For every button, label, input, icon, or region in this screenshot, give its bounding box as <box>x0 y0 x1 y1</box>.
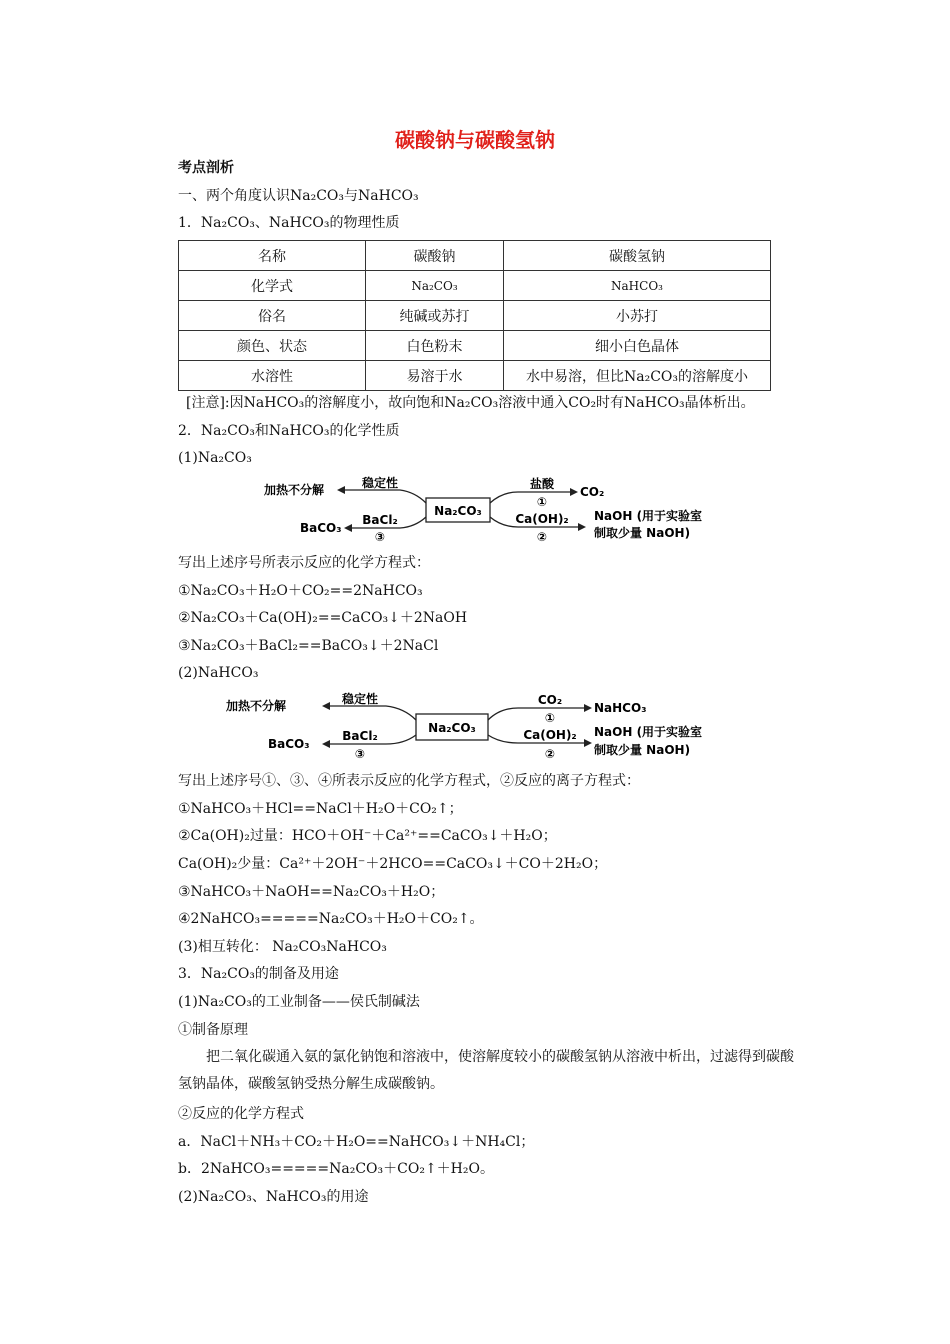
right-bottom-label: Ca(OH)₂ <box>515 512 569 526</box>
right-top-number: ① <box>536 495 548 509</box>
equation: ③NaHCO₃＋NaOH==Na₂CO₃＋H₂O； <box>178 884 445 900</box>
right-top-result: NaHCO₃ <box>594 701 647 715</box>
center-label: Na₂CO₃ <box>434 504 482 518</box>
table-header-cell: 碳酸氢钠 <box>504 241 771 271</box>
reaction-heading: ②反应的化学方程式 <box>178 1106 304 1122</box>
arrow-right-top <box>490 492 570 503</box>
reaction-a: a．NaCl＋NH₃＋CO₂＋H₂O==NaHCO₃↓＋NH₄Cl； <box>178 1134 535 1150</box>
principle-paragraph <box>178 1044 806 1098</box>
left-bottom-result: BaCO₃ <box>300 521 342 535</box>
page-title: 碳酸钠与碳酸氢钠 <box>395 128 555 152</box>
principle-text: 把二氧化碳通入氨的氯化钠饱和溶液中，使溶解度较小的碳酸氢钠从溶液中析出，过滤得到碳酸氢钠晶体，碳酸氢钠受热分解生成碳酸钠。 <box>178 1049 794 1092</box>
arrow-left-top <box>345 490 426 503</box>
table-cell: 细小白色晶体 <box>504 331 771 361</box>
arrowhead <box>344 524 352 532</box>
note-text: [注意]:因NaHCO₃的溶解度小，故向饱和Na₂CO₃溶液中通入CO₂时有NaHCO₃晶体析出。 <box>186 395 755 411</box>
right-bottom-number: ② <box>544 747 556 761</box>
right-bottom-result-line2: 制取少量 NaOH) <box>594 526 691 540</box>
table-cell: 白色粉末 <box>366 331 504 361</box>
left-bottom-number: ③ <box>374 530 386 544</box>
equation: ②Ca(OH)₂过量：HCO＋OH⁻＋Ca²⁺==CaCO₃↓＋H₂O； <box>178 828 557 844</box>
physical-properties-heading: 1．Na₂CO₃、NaHCO₃的物理性质 <box>178 215 400 231</box>
table-cell: 水中易溶，但比Na₂CO₃的溶解度小 <box>504 361 771 391</box>
arrowhead <box>584 704 592 712</box>
right-top-result: CO₂ <box>580 485 605 499</box>
arrowhead <box>322 702 330 710</box>
right-bottom-label: Ca(OH)₂ <box>523 728 577 742</box>
section-heading: 考点剖析 <box>178 160 234 176</box>
arrowhead <box>570 488 578 496</box>
table-cell: 俗名 <box>179 301 366 331</box>
table-cell: 化学式 <box>179 271 366 301</box>
table-cell: 水溶性 <box>179 361 366 391</box>
reaction-b: b．2NaHCO₃=====Na₂CO₃＋CO₂↑＋H₂O。 <box>178 1161 494 1177</box>
equation: ②Na₂CO₃＋Ca(OH)₂==CaCO₃↓＋2NaOH <box>178 610 468 626</box>
center-label: Na₂CO₃ <box>428 721 476 735</box>
table-row <box>179 361 771 391</box>
arrowhead <box>322 740 330 748</box>
question-2: 写出上述序号①、③、④所表示反应的化学方程式，②反应的离子方程式： <box>178 773 640 789</box>
subheading-nahco3: (2)NaHCO₃ <box>178 665 259 681</box>
left-top-label: 稳定性 <box>361 476 399 490</box>
right-top-label: 盐酸 <box>529 477 555 491</box>
uses-heading: (2)Na₂CO₃、NaHCO₃的用途 <box>178 1189 369 1205</box>
table-cell: 小苏打 <box>504 301 771 331</box>
left-bottom-label: BaCl₂ <box>342 729 378 743</box>
table-cell: 颜色、状态 <box>179 331 366 361</box>
left-top-result: 加热不分解 <box>264 483 325 497</box>
table-cell: 易溶于水 <box>366 361 504 391</box>
properties-table <box>178 240 771 391</box>
preparation-heading: 3．Na₂CO₃的制备及用途 <box>178 966 339 982</box>
table-row <box>179 331 771 361</box>
arrowhead <box>578 523 586 531</box>
industrial-preparation-heading: (1)Na₂CO₃的工业制备——侯氏制碱法 <box>178 994 420 1010</box>
equation: ①NaHCO₃＋HCl==NaCl＋H₂O＋CO₂↑； <box>178 801 463 817</box>
equation: ④2NaHCO₃=====Na₂CO₃＋H₂O＋CO₂↑。 <box>178 911 484 927</box>
left-top-label: 稳定性 <box>341 692 379 706</box>
mutual-conversion: (3)相互转化： Na₂CO₃NaHCO₃ <box>178 939 387 955</box>
subheading-na2co3: (1)Na₂CO₃ <box>178 450 252 466</box>
table-cell: 纯碱或苏打 <box>366 301 504 331</box>
left-bottom-label: BaCl₂ <box>362 513 398 527</box>
table-header-row <box>179 241 771 271</box>
principle-heading: ①制备原理 <box>178 1022 248 1038</box>
table-row <box>179 301 771 331</box>
left-bottom-result: BaCO₃ <box>268 737 310 751</box>
arrowhead <box>584 739 592 747</box>
left-bottom-number: ③ <box>354 747 366 761</box>
left-top-result: 加热不分解 <box>226 699 287 713</box>
table-header-cell: 碳酸钠 <box>366 241 504 271</box>
chemical-properties-heading: 2．Na₂CO₃和NaHCO₃的化学性质 <box>178 423 400 439</box>
arrow-left-top <box>330 706 416 720</box>
equation: Ca(OH)₂少量：Ca²⁺＋2OH⁻＋2HCO==CaCO₃↓＋CO＋2H₂O； <box>178 856 608 872</box>
equation: ③Na₂CO₃＋BaCl₂==BaCO₃↓＋2NaCl <box>178 638 439 654</box>
right-bottom-result-line1: NaOH (用于实验室 <box>594 725 703 739</box>
right-bottom-result-line1: NaOH (用于实验室 <box>594 509 703 523</box>
part1-heading: 一、两个角度认识Na₂CO₃与NaHCO₃ <box>178 188 419 204</box>
right-bottom-number: ② <box>536 530 548 544</box>
arrow-right-top <box>488 708 584 720</box>
table-cell: Na₂CO₃ <box>366 271 504 301</box>
right-top-label: CO₂ <box>537 693 563 707</box>
arrowhead <box>337 486 345 494</box>
right-top-number: ① <box>544 711 556 725</box>
right-bottom-result-line2: 制取少量 NaOH) <box>594 743 691 757</box>
question-1: 写出上述序号所表示反应的化学方程式： <box>178 555 430 571</box>
table-header-cell: 名称 <box>179 241 366 271</box>
table-row <box>179 271 771 301</box>
table-cell: NaHCO₃ <box>504 271 771 301</box>
equation: ①Na₂CO₃＋H₂O＋CO₂==2NaHCO₃ <box>178 583 423 599</box>
nahco3-reaction-diagram <box>220 688 770 770</box>
na2co3-reaction-diagram <box>250 470 740 550</box>
